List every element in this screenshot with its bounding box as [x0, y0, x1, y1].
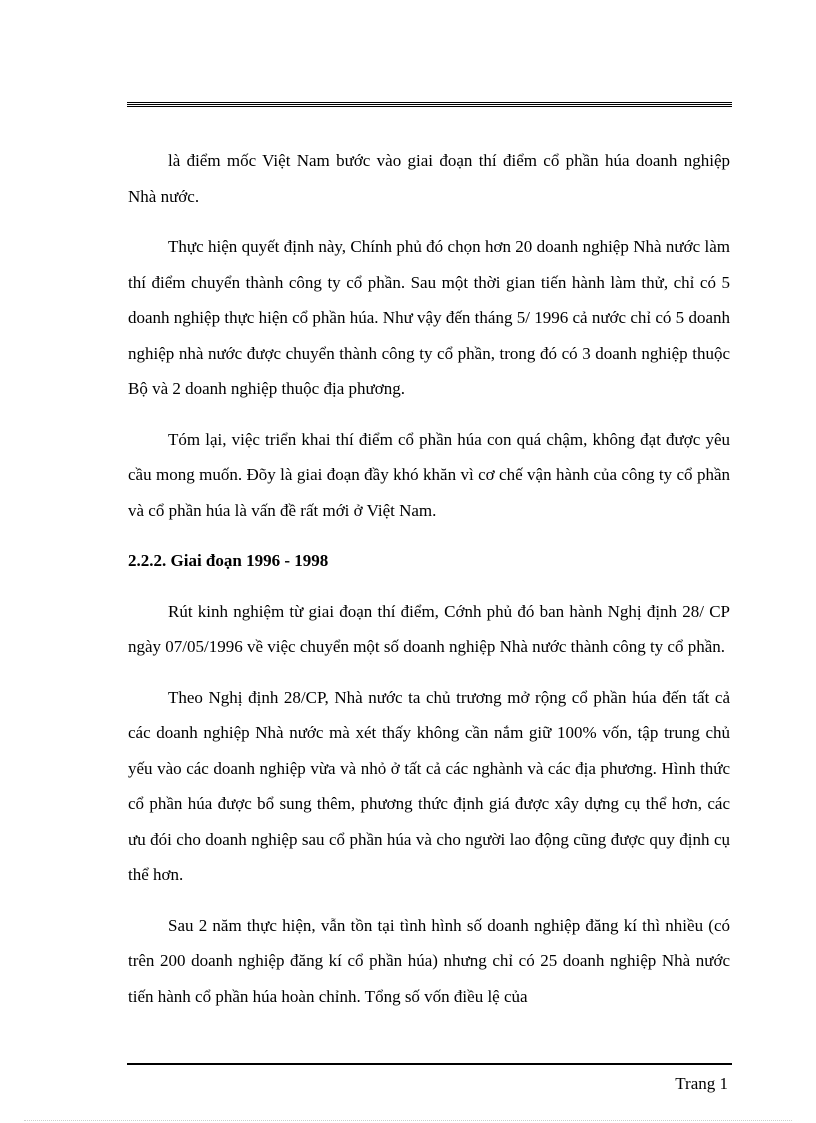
paragraph: Sau 2 năm thực hiện, vẫn tồn tại tình hình số doanh nghiệp đăng kí thì nhiều (có trên 200 doanh nghiệp đăng kí cổ phần húa) nhưng chỉ có 25 doanh nghiệp Nhà nước tiến hành cổ phần húa hoàn chỉnh. Tổng số vốn điều lệ của	[128, 915, 730, 1006]
header-rule	[127, 102, 732, 107]
paragraph: Thực hiện quyết định này, Chính phủ đó chọn hơn 20 doanh nghiệp Nhà nước làm thí điểm chuyển thành công ty cổ phần. Sau một thời gian tiến hành làm thử, chỉ có 5 doanh nghiệp thực hiện cổ phần húa. Như vậy đến tháng 5/ 1996 cả nước chỉ có 5 doanh nghiệp nhà nước được chuyển thành công ty cổ phần, trong đó có 3 doanh nghiệp thuộc Bộ và 2 doanh nghiệp thuộc địa phương.	[128, 237, 730, 398]
page-boundary	[24, 1120, 792, 1121]
footer-rule	[127, 1063, 732, 1065]
paragraph: Theo Nghị định 28/CP, Nhà nước ta chủ trương mở rộng cổ phần húa đến tất cả các doanh nghiệp Nhà nước mà xét thấy không cần nắm giữ 100% vốn, tập trung chủ yếu vào các doanh nghiệp vừa và nhỏ ở tất cả các nghành và các địa phương. Hình thức cổ phần húa được bổ sung thêm, phương thức định giá được xây dựng cụ thể hơn, các ưu đói cho doanh nghiệp sau cổ phần húa và cho người lao động cũng được quy định cụ thể hơn.	[128, 687, 730, 884]
page-number: Trang 1	[675, 1074, 728, 1093]
body-text	[128, 143, 730, 1014]
paragraph: Rút kinh nghiệm từ giai đoạn thí điểm, Cớnh phủ đó ban hành Nghị định 28/ CP ngày 07/05/1996 về việc chuyển một số doanh nghiệp Nhà nước thành công ty cổ phần.	[128, 601, 730, 656]
paragraph: Tóm lại, việc triển khai thí điểm cổ phần húa con quá chậm, không đạt được yêu cầu mong muốn. Đõy là giai đoạn đầy khó khăn vì cơ chế vận hành của công ty cổ phần và cổ phần húa là vấn đề rất mới ở Việt Nam.	[128, 429, 730, 520]
paragraph: là điểm mốc Việt Nam bước vào giai đoạn thí điểm cổ phần húa doanh nghiệp Nhà nước.	[128, 151, 730, 206]
section-heading: 2.2.2. Giai đoạn 1996 - 1998	[128, 551, 329, 570]
